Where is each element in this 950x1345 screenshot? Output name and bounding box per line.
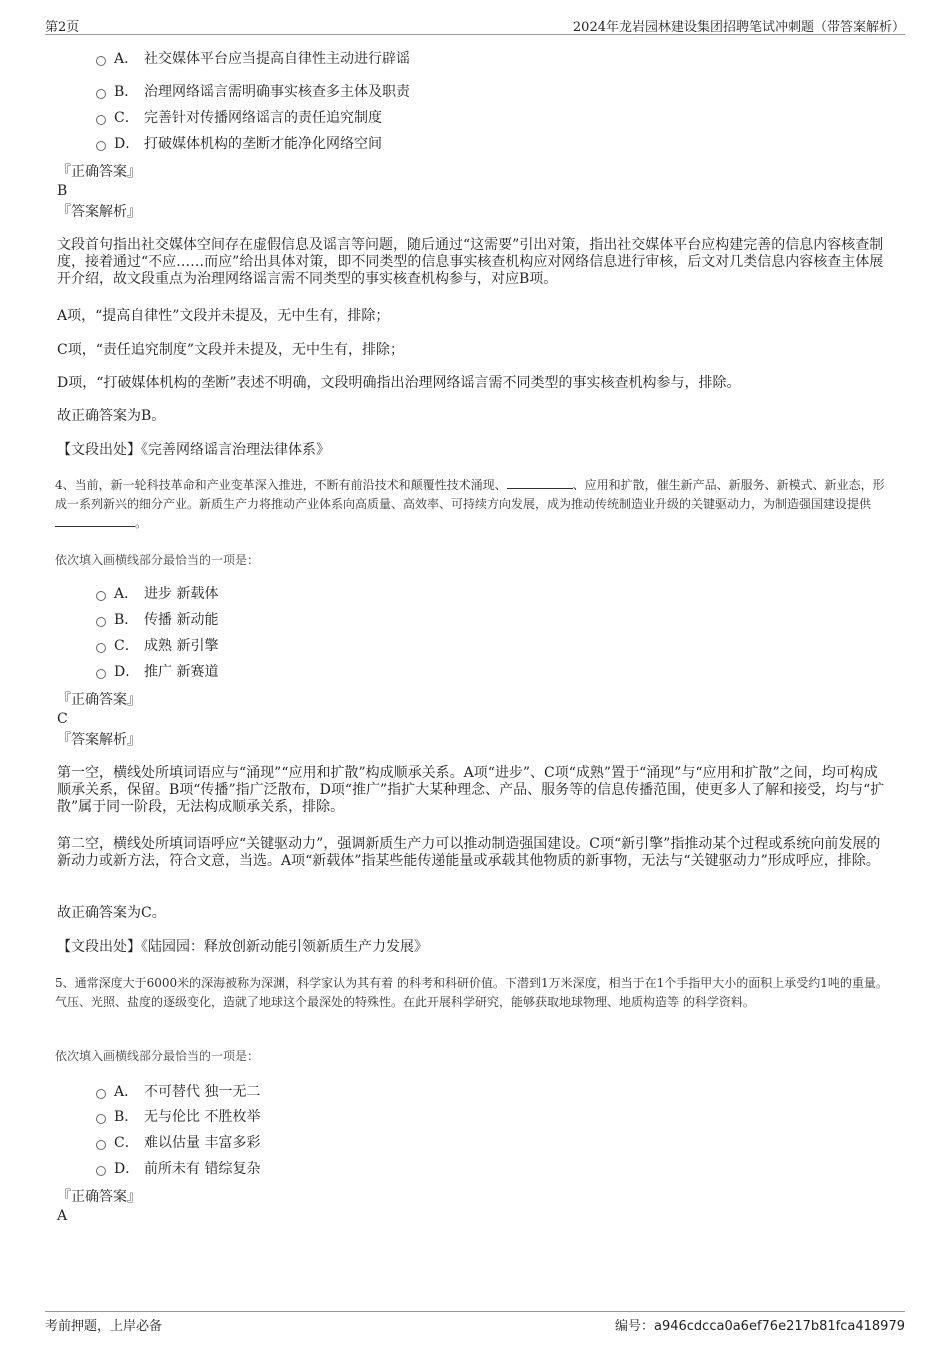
document-code: 编号：a946cdcca0a6ef76e217b81fca418979 [615,1319,905,1334]
q4-source: 【文段出处】《陆园园：释放创新动能引领新质生产力发展》 [57,939,428,955]
q4-answer-label: 『正确答案』 [57,692,141,708]
q4-option-b[interactable]: B． 传播 新动能 [96,610,218,630]
q5-option-a[interactable]: A． 不可替代 独一无二 [96,1082,260,1102]
q5-prompt: 依次填入画横线部分最恰当的一项是： [55,1049,260,1063]
q5-option-b[interactable]: B． 无与伦比 不胜枚举 [96,1107,260,1127]
q3-option-b[interactable]: B． 治理网络谣言需明确事实核查多主体及职责 [96,82,410,102]
q4-analysis-blank1: 第一空，横线处所填词语应与“涌现”“应用和扩散”构成顺承关系。A项“进步”、C项“成熟”置于“涌现”与“应用和扩散”之间，均可构成顺承关系，保留。B项“传播”指广泛散布，D项“推广”指扩大某种理念、产品、服务等的信息传播范围，使更多人了解和接受，均与“扩散”属于同一阶段，无法构成顺承关系，排除。 [57,765,885,815]
blank-2 [55,514,135,527]
radio-icon[interactable] [96,115,106,125]
radio-icon[interactable] [96,643,106,653]
document-title: 2024年龙岩园林建设集团招聘笔试冲刺题（带答案解析） [572,20,905,35]
radio-icon[interactable] [96,56,106,66]
blank-1 [507,476,573,489]
q3-option-a[interactable]: A． 社交媒体平台应当提高自律性主动进行辟谣 [96,49,410,69]
q3-conclusion: 故正确答案为B。 [57,408,166,424]
radio-icon[interactable] [96,1114,106,1124]
q4-analysis-blank2: 第二空，横线处所填词语呼应“关键驱动力”，强调新质生产力可以推动制造强国建设。C项“新引擎”指推动某个过程或系统向前发展的新动力或新方法，符合文意，当选。A项“新载体”指某些能传递能量或承载其他物质的新事物，无法与“关键驱动力”形成呼应，排除。 [57,836,881,869]
q3-analysis-label: 『答案解析』 [57,204,141,220]
radio-icon[interactable] [96,617,106,627]
q5-option-d[interactable]: D． 前所未有 错综复杂 [96,1159,260,1179]
page-footer [45,1311,905,1335]
page-header [45,14,905,35]
q5-question: 5、通常深度大于6000米的深海被称为深渊，科学家认为其有着 的科考和科研价值。下潜到1万米深度，相当于在1个手指甲大小的面积上承受约1吨的重量。气压、光照、盐度的逐级变化，造就了地球这个最深处的特殊性。在此开展科学研究，能够获取地球物理、地质构造等 的科学资料。 [55,976,888,1009]
q3-analysis-d: D项，“打破媒体机构的垄断”表述不明确，文段明确指出治理网络谣言需不同类型的事实核查机构参与，排除。 [57,375,741,391]
q3-analysis-a: A项，“提高自律性”文段并未提及，无中生有，排除； [57,308,390,324]
q4-prompt: 依次填入画横线部分最恰当的一项是： [55,553,260,567]
radio-icon[interactable] [96,1089,106,1099]
q3-answer-label: 『正确答案』 [57,164,141,180]
q5-option-c[interactable]: C． 难以估量 丰富多彩 [96,1133,260,1153]
q3-analysis-c: C项，“责任追究制度”文段并未提及，无中生有，排除； [57,342,405,358]
page-number: 第2页 [45,20,80,35]
q3-answer: B [57,183,68,199]
radio-icon[interactable] [96,591,106,601]
q3-analysis-paragraph: 文段首句指出社交媒体空间存在虚假信息及谣言等问题，随后通过“这需要”引出对策，指出社交媒体平台应构建完善的信息内容核查制度，接着通过“不应……而应”给出具体对策，即不同类型的信息事实核查机构应对网络信息进行审核，后文对几类信息内容核查主体展开介绍，故文段重点为治理网络谣言需不同类型的事实核查机构参与，对应B项。 [57,237,884,287]
radio-icon[interactable] [96,89,106,99]
radio-icon[interactable] [96,1140,106,1150]
q4-answer: C [57,711,68,727]
q5-answer: A [57,1208,68,1224]
q4-question: 4、当前，新一轮科技革命和产业变革深入推进，不断有前沿技术和颠覆性技术涌现、 、应用和扩散，催生新产品、新服务、新模式、新业态，形成一系列新兴的细分产业。新质生产力将推动产业体系向高质量、高效率、可持续方向发展，成为推动传统制造业升级的关键驱动力，为制造强国建设提供。 [55,478,885,530]
q4-option-c[interactable]: C． 成熟 新引擎 [96,636,218,656]
q3-source: 【文段出处】《完善网络谣言治理法律体系》 [57,442,330,458]
q4-conclusion: 故正确答案为C。 [57,905,166,921]
q5-answer-label: 『正确答案』 [57,1189,141,1205]
q3-option-c[interactable]: C． 完善针对传播网络谣言的责任追究制度 [96,108,382,128]
footer-slogan: 考前押题，上岸必备 [45,1319,163,1334]
radio-icon[interactable] [96,669,106,679]
q4-option-a[interactable]: A． 进步 新载体 [96,584,218,604]
q4-option-d[interactable]: D． 推广 新赛道 [96,662,218,682]
radio-icon[interactable] [96,141,106,151]
q3-option-d[interactable]: D． 打破媒体机构的垄断才能净化网络空间 [96,134,382,154]
radio-icon[interactable] [96,1166,106,1176]
q4-analysis-label: 『答案解析』 [57,732,141,748]
